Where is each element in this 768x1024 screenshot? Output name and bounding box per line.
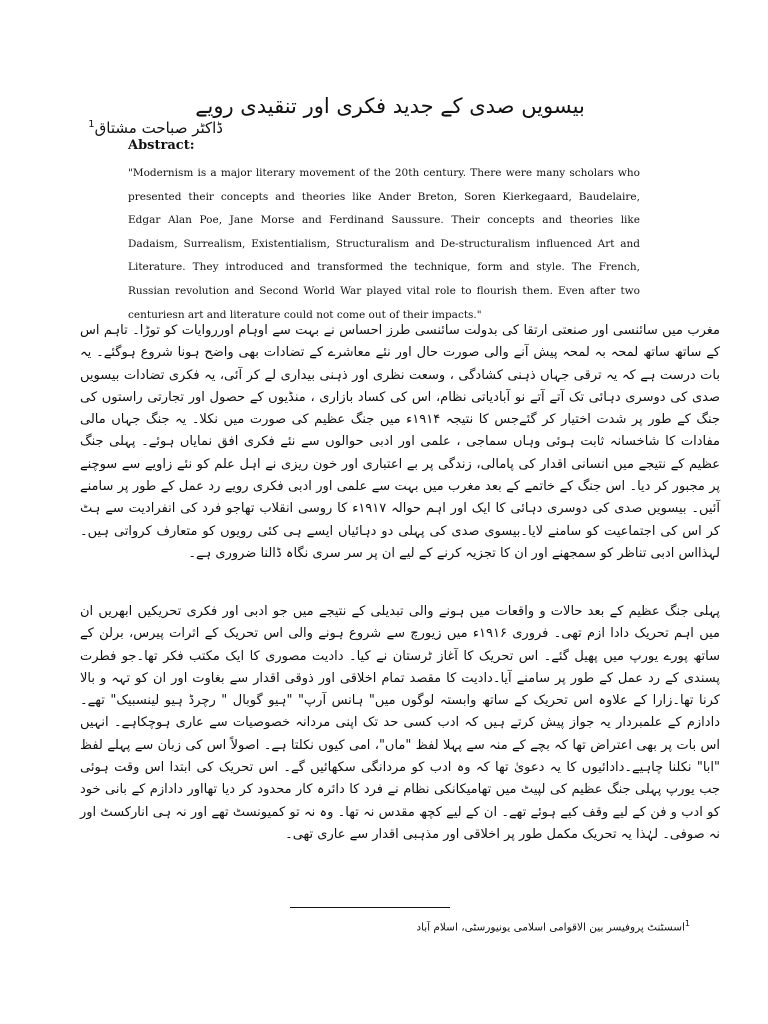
body-paragraph-2: پہلی جنگ عظیم کے بعد حالات و واقعات میں ہونے والی تبدیلی کے نتیجے میں جو ادبی اور فکری تحریکیں ابھریں ان میں اہم تحریک دادا ازم تھی۔ فروری ۱۹۱۶ء میں زیورچ سے شروع ہونے والی اس تحریک کے اثرات پیرس، برلن کے ساتھ پورے یورپ میں پھیل گئے۔ اس تحریک کا آغاز ٹرستان نے کیا۔ دادیت مصوری کا ایک مکتب فکر تھا۔جو فطرت پسندی کے رد عمل کے طور پر سامنے آیا۔دادیت کا مقصد تمام اخلاقی اور ذوقی اقدار سے بغاوت اور ان کو تہہ و بالا کرنا تھا۔زارا کے علاوہ اس تحریک کے ساتھ وابستہ لوگوں میں" ہانس آرپ" "ہیو گوبال " رچرڈ ہیو لینسبیک" تھے۔ دادازم کے علمبردار یہ جواز پیش کرتے ہیں کہ ادب کسی حد تک اپنی مردانہ خصوصیات سے عاری ہوچکاہے۔ انہیں اس بات پر بھی اعتراض تھا کہ بچے کے منہ سے پہلا لفظ "ماں"، امی کیوں نکلتا ہے۔ اصولاً اس کی زبان سے پہلے لفظ "ابا" نکلنا چاہیے۔دادائیوں کا یہ دعویٰ تھا کہ وہ ادب کو مردانگی سکھائیں گے۔ اس تحریک کی ابتدا اس وقت ہوئی جب یورپ پہلی جنگ عظیم کی لپیٹ میں تھامیکانکی نظام نے فرد کا دائرہ کار محدود کر دیا تھااور دادازم کے بانی خود کو ادب و فن کے لیے وقف کیے ہوئے تھے۔ ان کے لیے کچھ مقدس نہ تھا۔ وہ نہ تو کمیونسٹ تھے اور نہ ہی انارکسٹ اور نہ صوفی۔ لہٰذا یہ تحریک مکمل طور پر اخلاقی اور مذہبی اقدار سے عاری تھی۔: [80, 604, 720, 842]
abstract-text: "Modernism is a major literary movement of the 20th century. There were many scholars who presented their concepts and theories like Ander Breton, Soren Kierkegaard, Baudelaire, Edgar Alan Poe, Jane Morse and Ferdinand Saussure. Their concepts and theories like Dadaism, Surrealism, Existentialism, Structuralism and De-structuralism influenced Art and Literature. They introduced and transformed the technique, form and style. The French, Russian revolution and Second World War played vital role to flourish them. Even after two centuriesn art and literature could not come out of their impacts.": [128, 167, 640, 321]
footnote-mark: 1: [684, 919, 690, 928]
footnote-text: اسسٹنٹ پروفیسر بین الاقوامی اسلامی یونیورسٹی، اسلام آباد: [416, 921, 685, 934]
footnote-divider: [290, 907, 450, 908]
abstract-heading: Abstract:: [128, 138, 195, 153]
author-name: [0, 114, 223, 139]
footnote: [330, 916, 690, 936]
body-paragraph-1: مغرب میں سائنسی اور صنعتی ارتقا کی بدولت سائنسی طرز احساس نے بہت سے اوہام اورروایات کو توڑا۔ تاہم اس کے ساتھ ساتھ لمحہ بہ لمحہ پیش آنے والی صورت حال اور نئے معاشرے کے تضادات بھی واضح ہونا شروع ہوگئے۔ یہ بات درست ہے کہ یہ ترقی جہاں ذہنی کشادگی ، وسعت نظری اور ذہنی بیداری لے کر آئی، یہ فکری تضادات بیسویں صدی کی دوسری دہائی تک آتے آتے نو آبادیاتی نظام، اس کی کساد بازاری ، منڈیوں کے حصول اور تجارتی راستوں کی جنگ کے طور پر شدت اختیار کر گئےجس کا نتیجہ ۱۹۱۴ء میں جنگ عظیم کی صورت میں نکلا۔ یہ جنگ جہاں مالی مفادات کا شاخسانہ ثابت ہوئی وہاں سماجی ، علمی اور ادبی حوالوں سے نئے فکری افق نمایاں ہوئے۔ پہلی جنگ عظیم کے نتیجے میں انسانی اقدار کی پامالی، زندگی پر بے اعتباری اور خون ریزی نے اہل علم کو نئے زاویے سے سوچنے پر مجبور کر دیا۔ اس جنگ کے خاتمے کے بعد مغرب میں بہت سے علمی اور ادبی فکری رویے رد عمل کے طور پر سامنے آئیں۔ بیسویں صدی کی دوسری دہائی کا ایک اور اہم حوالہ ۱۹۱۷ء کا روسی انقلاب تھاجو فرد کی انفرادیت سے ہٹ کر اس کی اجتماعیت کو سامنے لایا۔بیسوی صدی کی پہلی دو دہائیاں ایسے ہی کئی رویوں کو متعارف کرواتی ہیں۔لہذااس ادبی تناظر کو سمجھنے اور ان کا تجزیہ کرنے کے لیے ان پر سر سری نگاہ ڈالنا ضروری ہے۔: [80, 323, 721, 561]
article-title: بیسویں صدی کے جدید فکری اور تنقیدی رویے: [195, 94, 585, 118]
author-name-text: ڈاکٹر صباحت مشتاق: [94, 119, 223, 137]
author-footnote-mark: 1: [88, 119, 95, 130]
